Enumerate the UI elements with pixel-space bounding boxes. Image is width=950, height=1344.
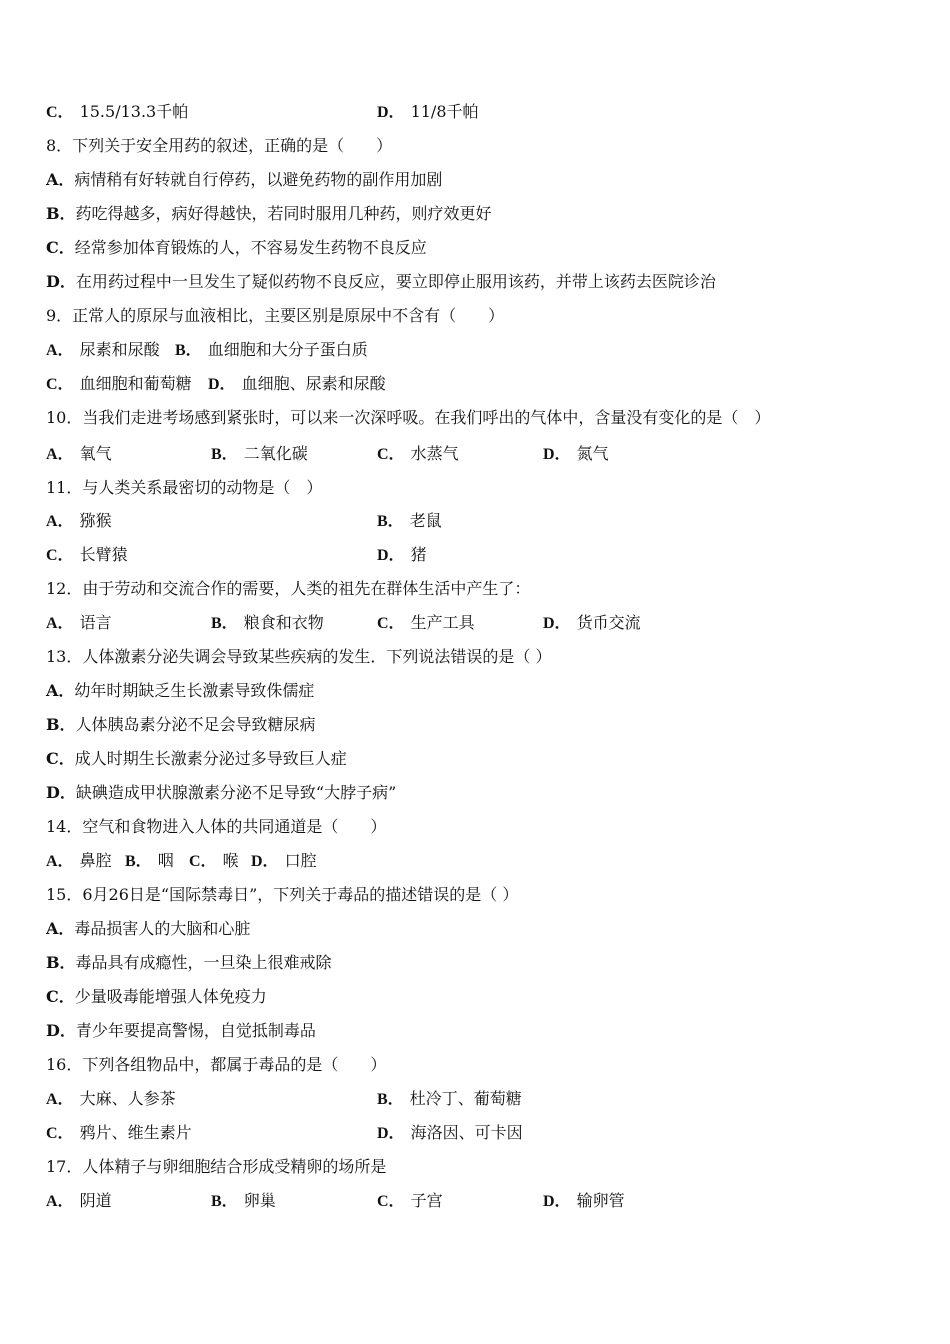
q16-option-d: D． 海洛因、可卡因 <box>377 1123 523 1142</box>
q17-option-c: C． 子宫 <box>377 1191 443 1210</box>
q17-option-b: B． 卵巢 <box>211 1191 276 1210</box>
q14-option-d: D． 口腔 <box>251 851 317 870</box>
q15-option-d: D．青少年要提高警惕，自觉抵制毒品 <box>46 1021 316 1040</box>
q9-option-b: B． 血细胞和大分子蛋白质 <box>175 340 368 359</box>
q9-stem: 9．正常人的原尿与血液相比，主要区别是原尿中不含有（ ） <box>46 306 505 325</box>
q8-option-c: C．经常参加体育锻炼的人，不容易发生药物不良反应 <box>46 238 427 257</box>
q17-stem: 17．人体精子与卵细胞结合形成受精卵的场所是 <box>46 1157 387 1176</box>
q12-stem: 12．由于劳动和交流合作的需要，人类的祖先在群体生活中产生了： <box>46 579 531 598</box>
q9-option-a: A． 尿素和尿酸 <box>46 340 160 359</box>
q12-option-a: A． 语言 <box>46 613 112 632</box>
q16-stem: 16．下列各组物品中，都属于毒品的是（ ） <box>46 1055 387 1074</box>
q8-option-b: B．药吃得越多，病好得越快，若同时服用几种药，则疗效更好 <box>46 204 492 223</box>
q13-stem: 13．人体激素分泌失调会导致某些疾病的发生．下列说法错误的是（ ） <box>46 647 552 666</box>
q11-stem: 11．与人类关系最密切的动物是（ ） <box>46 478 323 497</box>
q16-option-b: B． 杜冷丁、葡萄糖 <box>377 1089 522 1108</box>
q14-stem: 14．空气和食物进入人体的共同通道是（ ） <box>46 817 387 836</box>
q15-option-c: C．少量吸毒能增强人体免疫力 <box>46 987 267 1006</box>
q11-option-b: B． 老鼠 <box>377 511 442 530</box>
q16-option-a: A． 大麻、人参茶 <box>46 1089 176 1108</box>
q15-option-a: A．毒品损害人的大脑和心脏 <box>46 919 251 938</box>
q14-option-c: C． 喉 <box>189 851 239 870</box>
q10-option-d: D． 氮气 <box>543 444 609 463</box>
q10-stem: 10．当我们走进考场感到紧张时，可以来一次深呼吸。在我们呼出的气体中，含量没有变化的是（ ） <box>46 408 771 427</box>
q12-option-b: B． 粮食和衣物 <box>211 613 324 632</box>
q14-option-b: B． 咽 <box>125 851 174 870</box>
q13-option-c: C．成人时期生长激素分泌过多导致巨人症 <box>46 749 347 768</box>
q16-option-c: C． 鸦片、维生素片 <box>46 1123 192 1142</box>
q8-option-d: D．在用药过程中一旦发生了疑似药物不良反应，要立即停止服用该药，并带上该药去医院诊治 <box>46 272 716 291</box>
q8-option-a: A．病情稍有好转就自行停药，以避免药物的副作用加剧 <box>46 170 443 189</box>
q14-option-a: A． 鼻腔 <box>46 851 112 870</box>
q13-option-b: B．人体胰岛素分泌不足会导致糖尿病 <box>46 715 316 734</box>
q8-stem: 8．下列关于安全用药的叙述，正确的是（ ） <box>46 136 393 155</box>
q17-option-d: D． 输卵管 <box>543 1191 625 1210</box>
q10-option-a: A． 氧气 <box>46 444 112 463</box>
q13-option-d: D．缺碘造成甲状腺激素分泌不足导致“大脖子病” <box>46 783 397 802</box>
q7-option-c: C． 15.5/13.3千帕 <box>46 102 189 121</box>
q9-option-c: C． 血细胞和葡萄糖 <box>46 374 192 393</box>
q9-option-d: D． 血细胞、尿素和尿酸 <box>208 374 386 393</box>
q15-option-b: B．毒品具有成瘾性，一旦染上很难戒除 <box>46 953 332 972</box>
q10-option-c: C． 水蒸气 <box>377 444 459 463</box>
q13-option-a: A．幼年时期缺乏生长激素导致侏儒症 <box>46 681 315 700</box>
q17-option-a: A． 阴道 <box>46 1191 112 1210</box>
q11-option-d: D． 猪 <box>377 545 427 564</box>
q15-stem: 15．6月26日是“国际禁毒日”，下列关于毒品的描述错误的是（ ） <box>46 885 519 904</box>
q10-option-b: B． 二氧化碳 <box>211 444 308 463</box>
q12-option-c: C． 生产工具 <box>377 613 475 632</box>
q12-option-d: D． 货币交流 <box>543 613 641 632</box>
q11-option-c: C． 长臂猿 <box>46 545 128 564</box>
q11-option-a: A． 猕猴 <box>46 511 112 530</box>
q7-option-d: D． 11/8千帕 <box>377 102 479 121</box>
